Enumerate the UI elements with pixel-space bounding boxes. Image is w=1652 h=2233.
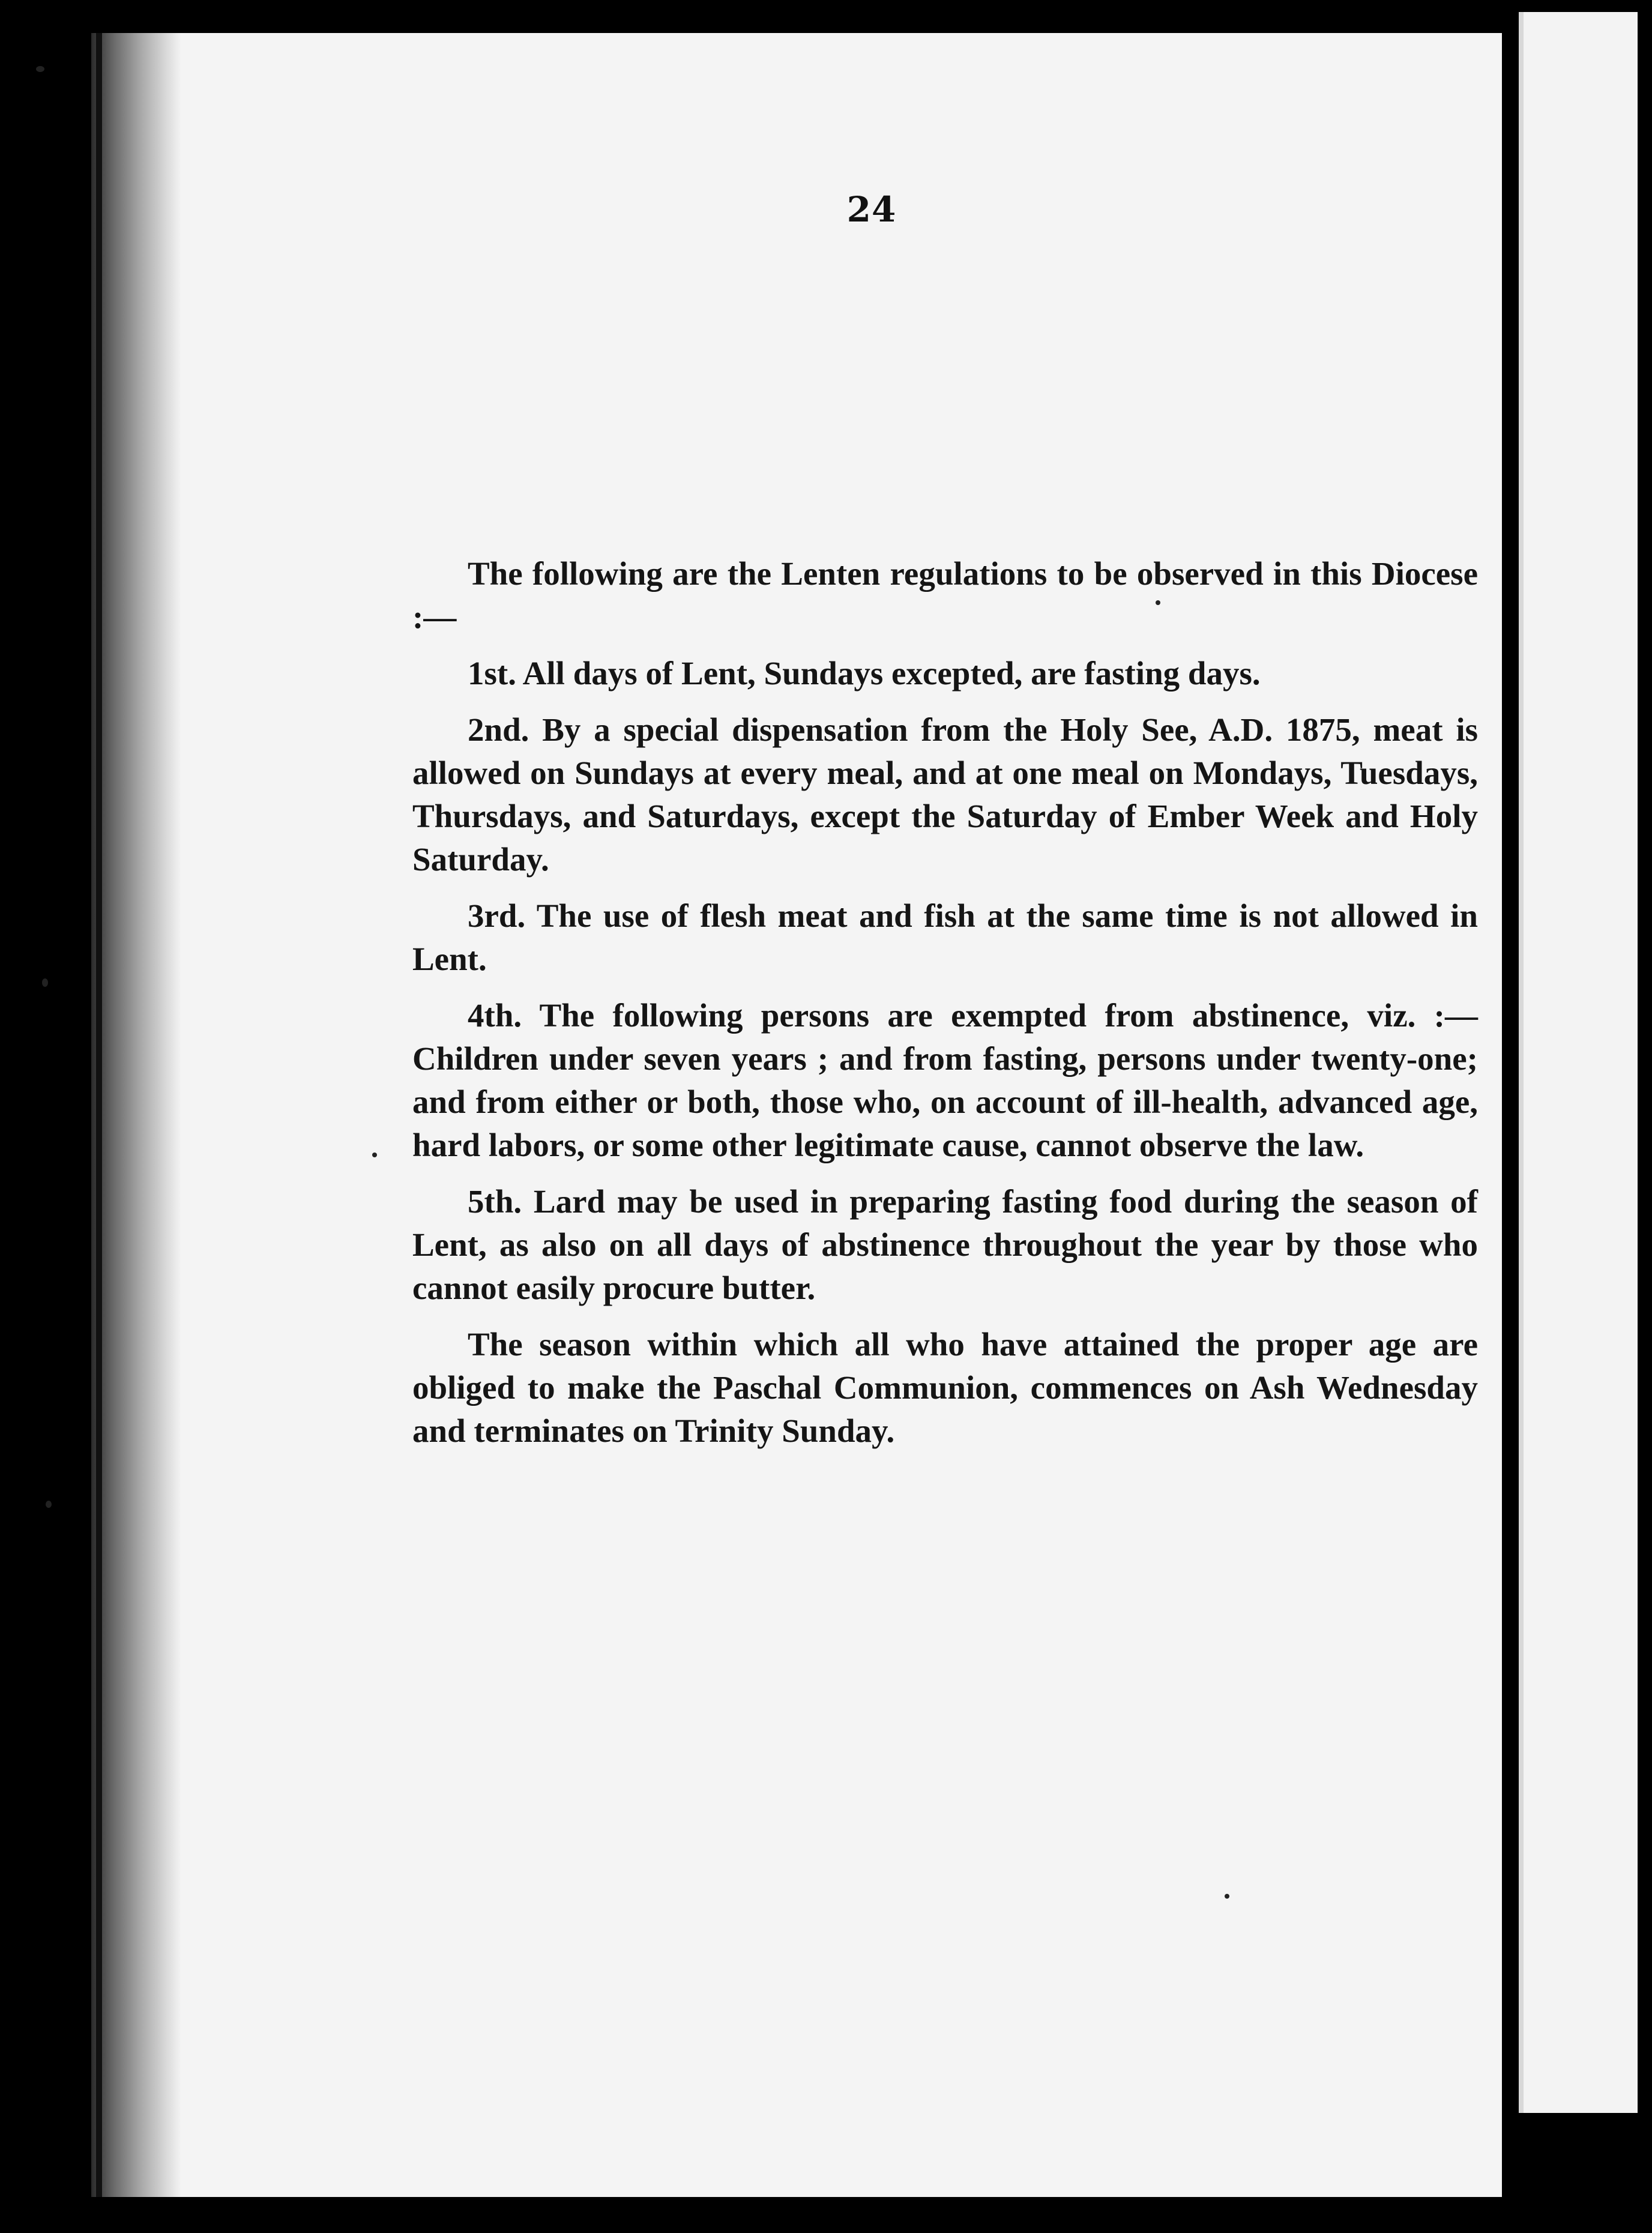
page-number: 24 xyxy=(846,189,897,230)
binding-shadow xyxy=(91,33,181,2197)
book-page xyxy=(91,33,1502,2197)
gutter-line xyxy=(96,33,102,2197)
facing-page-edge xyxy=(1513,0,1652,2233)
regulation-3: 3rd. The use of flesh meat and fish at the same time is not allowed in Lent. xyxy=(412,897,1478,977)
scan-speck xyxy=(46,1501,52,1508)
regulation-5: 5th. Lard may be used in preparing fasting food during the season of Lent, as also on all days of abstinence throughout the year by those who cannot easily procure butter. xyxy=(412,1183,1478,1306)
scan-speck xyxy=(372,1153,377,1157)
regulation-2: 2nd. By a special dispensation from the Holy See, A.D. 1875, meat is allowed on Sundays at every meal, and at one meal on Mondays, Tuesdays, Thursdays, and Saturdays, except the Saturday of Ember Week and Holy Saturday. xyxy=(412,711,1478,878)
regulation-1: 1st. All days of Lent, Sundays excepted, are fasting days. xyxy=(468,655,1261,692)
scan-speck xyxy=(42,978,48,987)
scan-speck xyxy=(36,66,44,72)
facing-page-sliver xyxy=(1519,12,1638,2113)
regulation-4: 4th. The following persons are exempted from abstinence, viz. :—Children under seven years ; and from fasting, persons under twenty-one; and from either or both, those who, on account of ill-health, advanced age, hard labors, or some other legitimate cause, cannot observe the law. xyxy=(412,997,1478,1163)
body-text xyxy=(412,552,1478,1466)
scan-speck xyxy=(1156,600,1160,605)
closing-paragraph: The season within which all who have attained the proper age are obliged to make the Paschal Communion, commences on Ash Wednesday and terminates on Trinity Sunday. xyxy=(412,1326,1478,1449)
scan-speck xyxy=(1225,1894,1229,1899)
intro-paragraph: The following are the Lenten regulations to be observed in this Diocese :— xyxy=(412,555,1478,635)
